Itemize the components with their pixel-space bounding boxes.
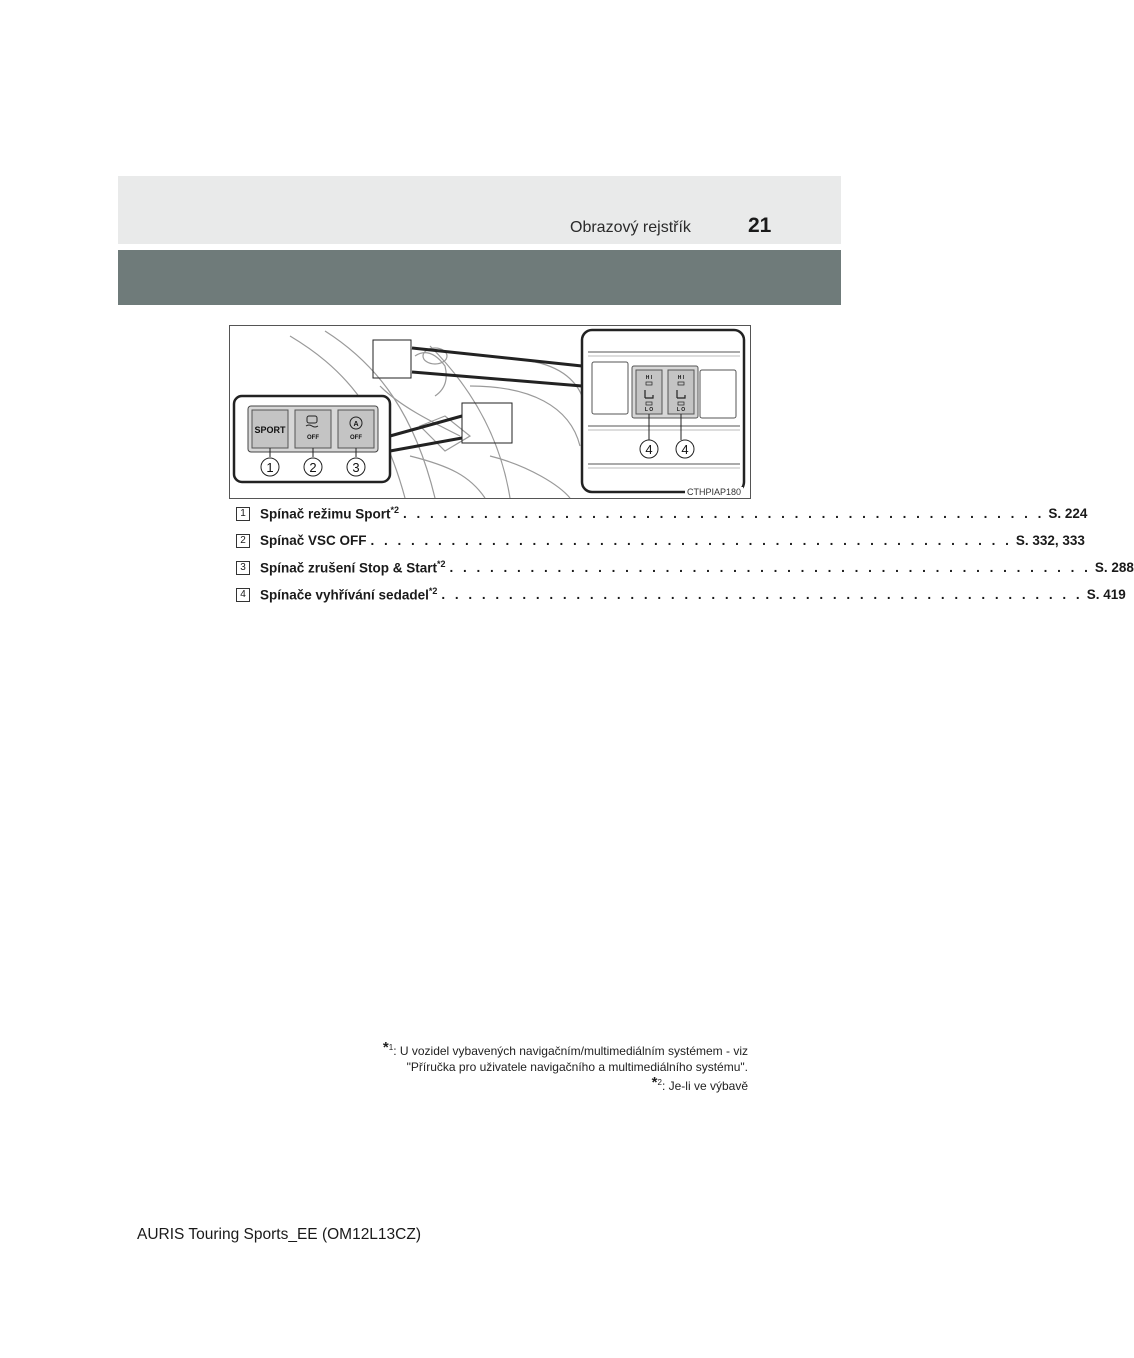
footnote-2: *$^2$: Je-li ve výbavě [651,1074,748,1093]
console-drawing [230,326,750,498]
footnote-1-continued: "Příručka pro uživatele navigačního a multimediálního systému". [406,1060,748,1074]
stop-start-off-text: OFF [350,435,362,441]
vsc-off-text: OFF [307,435,319,441]
item-superscript: *2 [390,505,400,516]
illustration-code: CTHPIAP180 [687,487,742,497]
callout-1: 1 [266,460,274,475]
console-illustration [229,325,751,499]
page-reference[interactable]: S. 332, 333 [1015,533,1085,548]
section-banner [118,250,841,305]
seat-right-hi-text: H I [677,375,685,381]
page-reference[interactable]: S. 419 [1086,587,1126,602]
sport-switch-text: SPORT [254,425,286,435]
item-number: 2 [236,534,250,548]
callout-4b: 4 [681,442,689,457]
section-title: Obrazový rejstřík [570,219,691,236]
item-label: Spínač VSC OFF [260,533,367,548]
callout-4a: 4 [645,442,653,457]
header-bar [118,176,841,244]
list-item [236,527,1085,554]
page-reference[interactable]: S. 224 [1048,506,1088,521]
list-item [236,554,1134,581]
leader-dots: . . . . . . . . . . . . . . . . . . . . . . . . . . . . . . . . . . . . . . . . . . . . . . . . [403,506,1045,521]
page-number: 21 [748,214,772,237]
stop-start-a-text: A [353,421,359,428]
seat-left-hi-text: H I [645,375,653,381]
item-superscript: *2 [437,559,446,570]
item-label: Spínač zrušení Stop & Start$^{*2}$ [260,559,446,576]
leader-dots: . . . . . . . . . . . . . . . . . . . . . . . . . . . . . . . . . . . . . . . . . . . . . . . . [370,533,1012,548]
page-reference[interactable]: S. 288 [1094,560,1134,575]
item-number: 3 [236,561,250,575]
footnote-1: *$^1$: U vozidel vybavených navigačním/multimediálním systémem - viz [382,1039,748,1058]
callout-2: 2 [309,460,317,475]
leader-dots: . . . . . . . . . . . . . . . . . . . . . . . . . . . . . . . . . . . . . . . . . . . . . . . . [441,587,1083,602]
item-list [236,500,1134,608]
callout-3: 3 [352,460,360,475]
item-number: 1 [236,507,250,521]
leader-dots: . . . . . . . . . . . . . . . . . . . . . . . . . . . . . . . . . . . . . . . . . . . . . . . . [449,560,1091,575]
item-number: 4 [236,588,250,602]
item-label: Spínač režimu Sport$^{*2}$ [260,505,400,522]
seat-left-lo-text: L O [644,407,654,413]
item-label: Spínače vyhřívání sedadel$^{*2}$ [260,586,438,603]
list-item [236,500,1088,527]
list-item [236,581,1126,608]
item-superscript: *2 [428,586,438,597]
footer-model-code: AURIS Touring Sports_EE (OM12L13CZ) [137,1226,421,1243]
seat-right-lo-text: L O [676,407,686,413]
footnotes [188,1040,748,1094]
